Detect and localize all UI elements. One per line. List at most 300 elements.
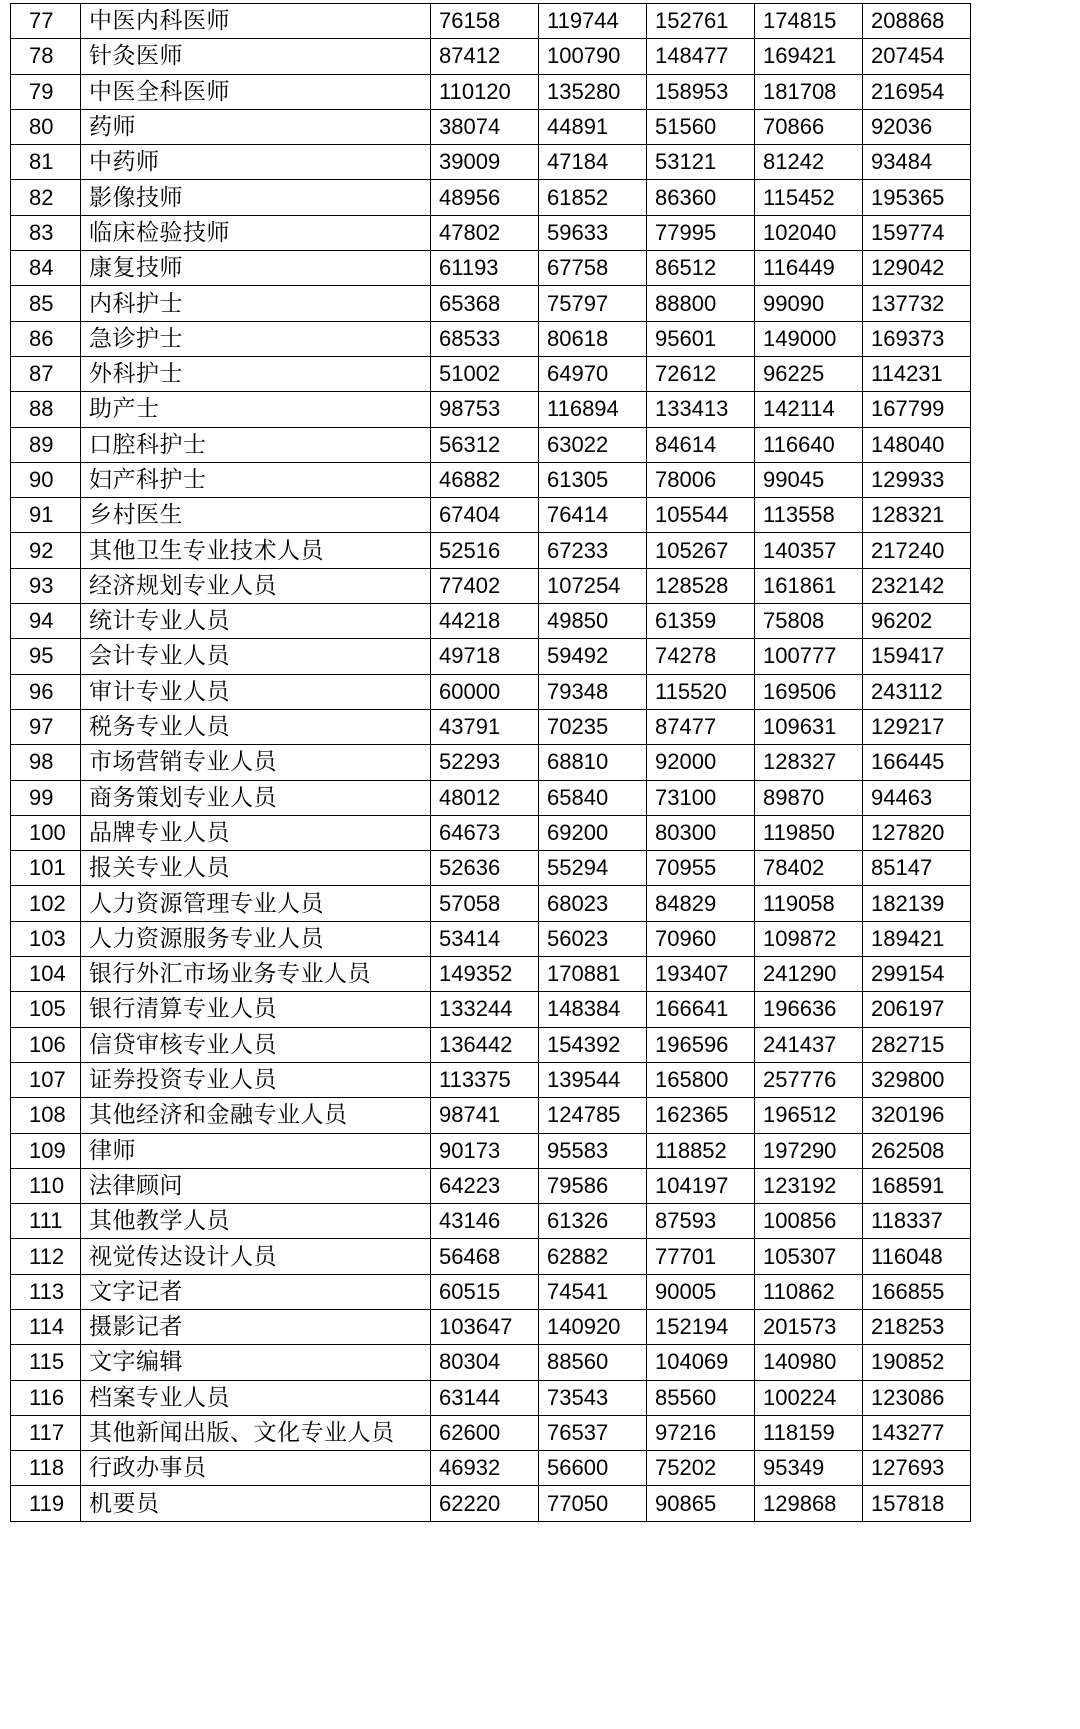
salary-value-2: 59633 [539, 215, 647, 250]
occupation-name: 档案专业人员 [81, 1380, 431, 1415]
table-row [11, 851, 971, 886]
table-row [11, 639, 971, 674]
salary-value-1: 76158 [431, 4, 539, 39]
occupation-name: 临床检验技师 [81, 215, 431, 250]
salary-value-1: 110120 [431, 74, 539, 109]
row-number: 103 [11, 921, 81, 956]
salary-value-3: 75202 [647, 1451, 755, 1486]
salary-value-5: 116048 [863, 1239, 971, 1274]
row-number: 116 [11, 1380, 81, 1415]
occupation-name: 律师 [81, 1133, 431, 1168]
salary-value-4: 75808 [755, 604, 863, 639]
salary-value-4: 70866 [755, 109, 863, 144]
salary-value-3: 166641 [647, 992, 755, 1027]
table-row [11, 145, 971, 180]
salary-value-1: 52636 [431, 851, 539, 886]
salary-value-5: 94463 [863, 780, 971, 815]
salary-value-4: 196512 [755, 1098, 863, 1133]
row-number: 115 [11, 1345, 81, 1380]
occupation-name: 其他卫生专业技术人员 [81, 533, 431, 568]
table-row [11, 1062, 971, 1097]
table-row [11, 39, 971, 74]
salary-value-3: 128528 [647, 568, 755, 603]
occupation-name: 影像技师 [81, 180, 431, 215]
salary-value-3: 165800 [647, 1062, 755, 1097]
salary-value-5: 118337 [863, 1204, 971, 1239]
occupation-name: 内科护士 [81, 286, 431, 321]
salary-value-2: 64970 [539, 356, 647, 391]
row-number: 92 [11, 533, 81, 568]
salary-value-3: 152194 [647, 1309, 755, 1344]
salary-value-3: 70960 [647, 921, 755, 956]
salary-value-4: 109631 [755, 709, 863, 744]
salary-value-5: 190852 [863, 1345, 971, 1380]
salary-value-2: 170881 [539, 957, 647, 992]
salary-value-5: 123086 [863, 1380, 971, 1415]
salary-value-5: 262508 [863, 1133, 971, 1168]
table-row [11, 1133, 971, 1168]
salary-value-5: 299154 [863, 957, 971, 992]
salary-value-2: 88560 [539, 1345, 647, 1380]
salary-value-1: 60000 [431, 674, 539, 709]
row-number: 84 [11, 251, 81, 286]
salary-value-5: 329800 [863, 1062, 971, 1097]
row-number: 96 [11, 674, 81, 709]
salary-value-1: 47802 [431, 215, 539, 250]
salary-value-3: 152761 [647, 4, 755, 39]
salary-value-4: 100856 [755, 1204, 863, 1239]
salary-value-4: 81242 [755, 145, 863, 180]
salary-value-2: 67758 [539, 251, 647, 286]
salary-value-4: 149000 [755, 321, 863, 356]
row-number: 83 [11, 215, 81, 250]
salary-value-4: 100777 [755, 639, 863, 674]
salary-value-4: 128327 [755, 745, 863, 780]
salary-value-5: 85147 [863, 851, 971, 886]
salary-value-3: 95601 [647, 321, 755, 356]
row-number: 82 [11, 180, 81, 215]
salary-value-3: 73100 [647, 780, 755, 815]
occupation-name: 药师 [81, 109, 431, 144]
row-number: 104 [11, 957, 81, 992]
table-row [11, 251, 971, 286]
salary-value-2: 68810 [539, 745, 647, 780]
row-number: 117 [11, 1415, 81, 1450]
salary-value-2: 61326 [539, 1204, 647, 1239]
salary-value-3: 84614 [647, 427, 755, 462]
salary-value-2: 67233 [539, 533, 647, 568]
salary-value-4: 110862 [755, 1274, 863, 1309]
salary-value-2: 73543 [539, 1380, 647, 1415]
occupation-name: 其他经济和金融专业人员 [81, 1098, 431, 1133]
salary-value-2: 100790 [539, 39, 647, 74]
salary-value-1: 64223 [431, 1168, 539, 1203]
occupation-name: 市场营销专业人员 [81, 745, 431, 780]
salary-value-2: 75797 [539, 286, 647, 321]
salary-value-2: 154392 [539, 1027, 647, 1062]
salary-value-4: 89870 [755, 780, 863, 815]
salary-value-5: 217240 [863, 533, 971, 568]
row-number: 105 [11, 992, 81, 1027]
salary-value-5: 216954 [863, 74, 971, 109]
row-number: 109 [11, 1133, 81, 1168]
table-row [11, 427, 971, 462]
salary-value-1: 49718 [431, 639, 539, 674]
row-number: 99 [11, 780, 81, 815]
table-row [11, 109, 971, 144]
row-number: 80 [11, 109, 81, 144]
row-number: 114 [11, 1309, 81, 1344]
row-number: 98 [11, 745, 81, 780]
salary-value-5: 166855 [863, 1274, 971, 1309]
row-number: 86 [11, 321, 81, 356]
table-row [11, 1274, 971, 1309]
salary-value-5: 169373 [863, 321, 971, 356]
salary-value-5: 182139 [863, 886, 971, 921]
salary-value-1: 113375 [431, 1062, 539, 1097]
salary-value-5: 206197 [863, 992, 971, 1027]
salary-value-4: 196636 [755, 992, 863, 1027]
row-number: 94 [11, 604, 81, 639]
table-row [11, 745, 971, 780]
salary-value-2: 56023 [539, 921, 647, 956]
salary-value-4: 201573 [755, 1309, 863, 1344]
salary-value-1: 67404 [431, 498, 539, 533]
salary-table-sheet [10, 3, 970, 1522]
occupation-name: 统计专业人员 [81, 604, 431, 639]
salary-value-3: 196596 [647, 1027, 755, 1062]
row-number: 111 [11, 1204, 81, 1239]
salary-value-4: 99045 [755, 462, 863, 497]
salary-value-5: 114231 [863, 356, 971, 391]
table-row [11, 957, 971, 992]
table-row [11, 674, 971, 709]
occupation-name: 机要员 [81, 1486, 431, 1521]
salary-value-2: 107254 [539, 568, 647, 603]
salary-value-2: 124785 [539, 1098, 647, 1133]
salary-value-5: 137732 [863, 286, 971, 321]
salary-value-4: 129868 [755, 1486, 863, 1521]
salary-value-5: 148040 [863, 427, 971, 462]
salary-value-5: 143277 [863, 1415, 971, 1450]
salary-value-3: 105544 [647, 498, 755, 533]
salary-value-1: 52516 [431, 533, 539, 568]
occupation-name: 银行清算专业人员 [81, 992, 431, 1027]
row-number: 79 [11, 74, 81, 109]
table-row [11, 780, 971, 815]
occupation-name: 品牌专业人员 [81, 815, 431, 850]
table-row [11, 4, 971, 39]
salary-value-2: 76414 [539, 498, 647, 533]
table-row [11, 180, 971, 215]
salary-value-2: 56600 [539, 1451, 647, 1486]
salary-value-2: 68023 [539, 886, 647, 921]
salary-value-2: 79586 [539, 1168, 647, 1203]
salary-value-3: 87593 [647, 1204, 755, 1239]
row-number: 102 [11, 886, 81, 921]
salary-value-4: 161861 [755, 568, 863, 603]
salary-value-1: 61193 [431, 251, 539, 286]
salary-value-4: 142114 [755, 392, 863, 427]
salary-value-1: 57058 [431, 886, 539, 921]
occupation-name: 急诊护士 [81, 321, 431, 356]
salary-value-1: 60515 [431, 1274, 539, 1309]
occupation-name: 中医全科医师 [81, 74, 431, 109]
occupation-name: 证券投资专业人员 [81, 1062, 431, 1097]
salary-value-2: 140920 [539, 1309, 647, 1344]
salary-value-2: 49850 [539, 604, 647, 639]
row-number: 87 [11, 356, 81, 391]
table-row [11, 498, 971, 533]
table-row [11, 992, 971, 1027]
occupation-name: 乡村医生 [81, 498, 431, 533]
salary-value-2: 95583 [539, 1133, 647, 1168]
salary-value-5: 129933 [863, 462, 971, 497]
table-row [11, 1380, 971, 1415]
occupation-name: 妇产科护士 [81, 462, 431, 497]
occupation-name: 报关专业人员 [81, 851, 431, 886]
row-number: 101 [11, 851, 81, 886]
salary-value-3: 90865 [647, 1486, 755, 1521]
salary-value-3: 77701 [647, 1239, 755, 1274]
salary-value-1: 64673 [431, 815, 539, 850]
salary-value-1: 44218 [431, 604, 539, 639]
salary-value-3: 61359 [647, 604, 755, 639]
row-number: 89 [11, 427, 81, 462]
occupation-name: 文字记者 [81, 1274, 431, 1309]
salary-value-1: 68533 [431, 321, 539, 356]
salary-value-4: 109872 [755, 921, 863, 956]
salary-value-5: 166445 [863, 745, 971, 780]
occupation-name: 其他新闻出版、文化专业人员 [81, 1415, 431, 1450]
salary-value-4: 115452 [755, 180, 863, 215]
salary-value-1: 43791 [431, 709, 539, 744]
salary-value-1: 149352 [431, 957, 539, 992]
table-row [11, 462, 971, 497]
salary-value-5: 320196 [863, 1098, 971, 1133]
salary-value-1: 53414 [431, 921, 539, 956]
salary-value-4: 140357 [755, 533, 863, 568]
salary-value-4: 96225 [755, 356, 863, 391]
row-number: 85 [11, 286, 81, 321]
salary-value-3: 97216 [647, 1415, 755, 1450]
occupation-name: 摄影记者 [81, 1309, 431, 1344]
salary-value-2: 74541 [539, 1274, 647, 1309]
row-number: 119 [11, 1486, 81, 1521]
table-row [11, 74, 971, 109]
salary-value-5: 127693 [863, 1451, 971, 1486]
salary-value-4: 102040 [755, 215, 863, 250]
salary-value-4: 197290 [755, 1133, 863, 1168]
salary-value-5: 128321 [863, 498, 971, 533]
salary-value-5: 129042 [863, 251, 971, 286]
salary-value-3: 104069 [647, 1345, 755, 1380]
table-row [11, 1168, 971, 1203]
salary-value-1: 46932 [431, 1451, 539, 1486]
salary-value-2: 62882 [539, 1239, 647, 1274]
salary-value-4: 95349 [755, 1451, 863, 1486]
salary-value-5: 93484 [863, 145, 971, 180]
occupation-name: 助产士 [81, 392, 431, 427]
salary-value-1: 48956 [431, 180, 539, 215]
occupation-name: 人力资源管理专业人员 [81, 886, 431, 921]
salary-value-2: 44891 [539, 109, 647, 144]
salary-value-1: 56312 [431, 427, 539, 462]
salary-value-3: 80300 [647, 815, 755, 850]
salary-value-2: 76537 [539, 1415, 647, 1450]
occupation-name: 口腔科护士 [81, 427, 431, 462]
table-row [11, 921, 971, 956]
table-row [11, 215, 971, 250]
row-number: 97 [11, 709, 81, 744]
occupation-name: 法律顾问 [81, 1168, 431, 1203]
table-row [11, 709, 971, 744]
table-row [11, 321, 971, 356]
salary-value-4: 119058 [755, 886, 863, 921]
salary-value-1: 62220 [431, 1486, 539, 1521]
row-number: 106 [11, 1027, 81, 1062]
salary-value-1: 98753 [431, 392, 539, 427]
salary-value-2: 63022 [539, 427, 647, 462]
salary-value-4: 78402 [755, 851, 863, 886]
salary-value-3: 193407 [647, 957, 755, 992]
salary-value-5: 157818 [863, 1486, 971, 1521]
salary-value-2: 119744 [539, 4, 647, 39]
salary-value-5: 159417 [863, 639, 971, 674]
row-number: 91 [11, 498, 81, 533]
salary-value-1: 136442 [431, 1027, 539, 1062]
salary-value-3: 90005 [647, 1274, 755, 1309]
occupation-name: 税务专业人员 [81, 709, 431, 744]
table-row [11, 1415, 971, 1450]
salary-table [10, 3, 971, 1522]
salary-value-1: 133244 [431, 992, 539, 1027]
salary-value-3: 86360 [647, 180, 755, 215]
salary-value-3: 92000 [647, 745, 755, 780]
salary-value-3: 84829 [647, 886, 755, 921]
salary-value-2: 59492 [539, 639, 647, 674]
salary-value-3: 74278 [647, 639, 755, 674]
salary-value-1: 80304 [431, 1345, 539, 1380]
salary-value-4: 118159 [755, 1415, 863, 1450]
table-row [11, 533, 971, 568]
salary-value-4: 116640 [755, 427, 863, 462]
salary-value-3: 118852 [647, 1133, 755, 1168]
table-row [11, 1486, 971, 1521]
salary-value-3: 53121 [647, 145, 755, 180]
occupation-name: 其他教学人员 [81, 1204, 431, 1239]
salary-value-2: 77050 [539, 1486, 647, 1521]
occupation-name: 会计专业人员 [81, 639, 431, 674]
salary-value-3: 51560 [647, 109, 755, 144]
salary-value-3: 77995 [647, 215, 755, 250]
salary-value-5: 168591 [863, 1168, 971, 1203]
salary-value-5: 208868 [863, 4, 971, 39]
table-row [11, 286, 971, 321]
table-row [11, 1027, 971, 1062]
salary-value-1: 98741 [431, 1098, 539, 1133]
salary-value-2: 79348 [539, 674, 647, 709]
row-number: 93 [11, 568, 81, 603]
salary-value-4: 169421 [755, 39, 863, 74]
salary-value-5: 127820 [863, 815, 971, 850]
salary-value-3: 133413 [647, 392, 755, 427]
salary-value-1: 39009 [431, 145, 539, 180]
salary-value-4: 116449 [755, 251, 863, 286]
salary-value-4: 119850 [755, 815, 863, 850]
salary-value-5: 129217 [863, 709, 971, 744]
salary-value-1: 87412 [431, 39, 539, 74]
salary-value-4: 169506 [755, 674, 863, 709]
salary-value-2: 135280 [539, 74, 647, 109]
salary-value-4: 100224 [755, 1380, 863, 1415]
occupation-name: 中药师 [81, 145, 431, 180]
salary-value-5: 232142 [863, 568, 971, 603]
salary-value-1: 65368 [431, 286, 539, 321]
salary-value-1: 90173 [431, 1133, 539, 1168]
row-number: 88 [11, 392, 81, 427]
salary-value-2: 70235 [539, 709, 647, 744]
occupation-name: 中医内科医师 [81, 4, 431, 39]
salary-value-1: 43146 [431, 1204, 539, 1239]
salary-value-4: 123192 [755, 1168, 863, 1203]
salary-value-3: 72612 [647, 356, 755, 391]
row-number: 118 [11, 1451, 81, 1486]
table-row [11, 1345, 971, 1380]
salary-value-5: 218253 [863, 1309, 971, 1344]
salary-value-5: 189421 [863, 921, 971, 956]
salary-value-3: 86512 [647, 251, 755, 286]
salary-value-3: 78006 [647, 462, 755, 497]
salary-value-3: 148477 [647, 39, 755, 74]
salary-value-5: 159774 [863, 215, 971, 250]
salary-value-3: 158953 [647, 74, 755, 109]
salary-value-3: 115520 [647, 674, 755, 709]
salary-value-1: 52293 [431, 745, 539, 780]
occupation-name: 视觉传达设计人员 [81, 1239, 431, 1274]
row-number: 100 [11, 815, 81, 850]
table-row [11, 604, 971, 639]
salary-value-2: 80618 [539, 321, 647, 356]
salary-value-5: 195365 [863, 180, 971, 215]
occupation-name: 银行外汇市场业务专业人员 [81, 957, 431, 992]
salary-value-3: 105267 [647, 533, 755, 568]
row-number: 108 [11, 1098, 81, 1133]
salary-value-2: 65840 [539, 780, 647, 815]
salary-value-2: 55294 [539, 851, 647, 886]
salary-value-2: 47184 [539, 145, 647, 180]
salary-value-3: 104197 [647, 1168, 755, 1203]
row-number: 113 [11, 1274, 81, 1309]
salary-value-1: 62600 [431, 1415, 539, 1450]
salary-value-4: 174815 [755, 4, 863, 39]
salary-value-1: 77402 [431, 568, 539, 603]
row-number: 110 [11, 1168, 81, 1203]
salary-value-3: 88800 [647, 286, 755, 321]
occupation-name: 人力资源服务专业人员 [81, 921, 431, 956]
salary-value-2: 139544 [539, 1062, 647, 1097]
table-row [11, 356, 971, 391]
salary-value-5: 96202 [863, 604, 971, 639]
table-row [11, 815, 971, 850]
table-row [11, 1451, 971, 1486]
table-row [11, 1204, 971, 1239]
salary-value-2: 148384 [539, 992, 647, 1027]
salary-value-5: 167799 [863, 392, 971, 427]
salary-value-3: 162365 [647, 1098, 755, 1133]
occupation-name: 针灸医师 [81, 39, 431, 74]
salary-value-4: 241290 [755, 957, 863, 992]
